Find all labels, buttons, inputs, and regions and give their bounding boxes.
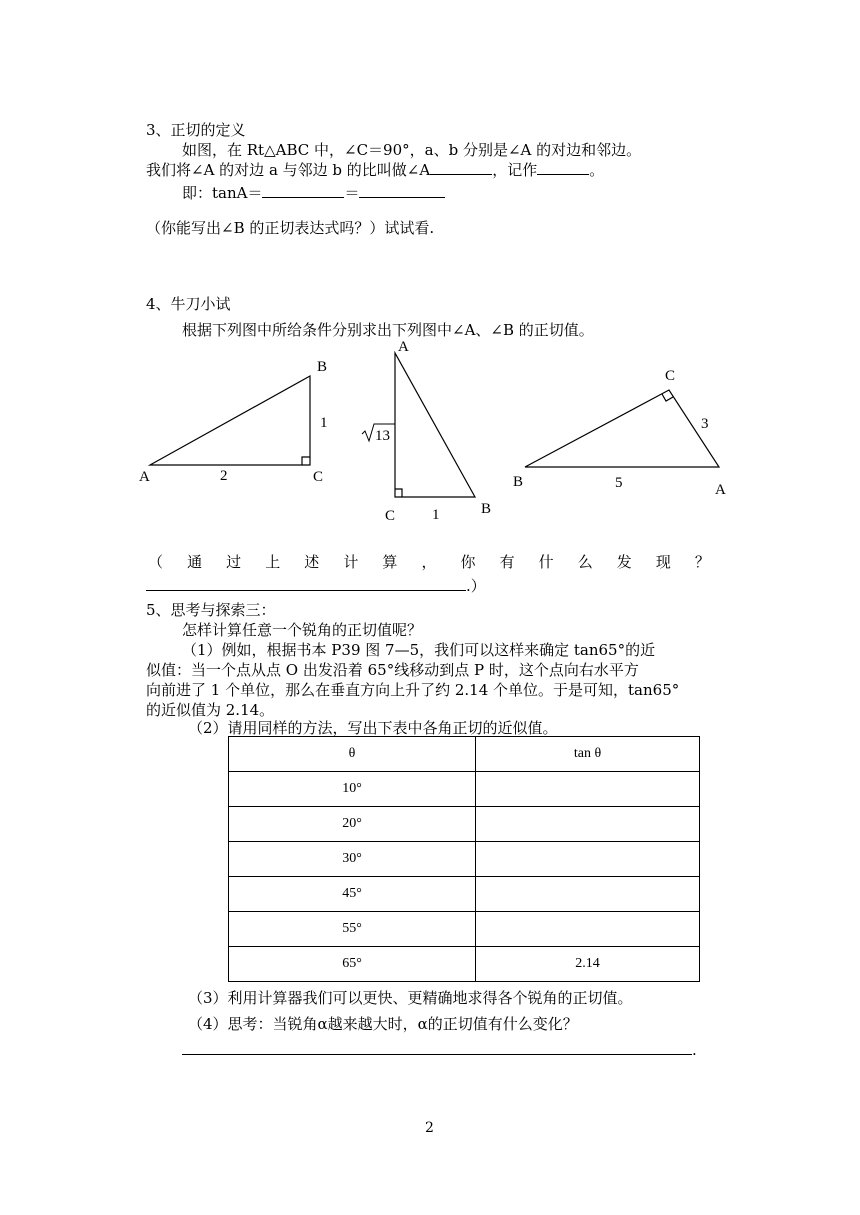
table-cell-angle: 45°: [229, 877, 476, 912]
section-5-para-5: （4）思考：当锐角α越来越大时，α的正切值有什么变化？: [188, 1015, 578, 1033]
fig1-side-ac: 2: [220, 468, 228, 484]
blank-4: [359, 183, 445, 198]
table-cell-tan: [476, 772, 700, 807]
table-row: [229, 912, 700, 947]
blank-1: [430, 160, 492, 175]
section-5-para-1: 怎样计算任意一个锐角的正切值呢？: [182, 621, 423, 639]
triangle-1-shape: [150, 376, 310, 465]
section-5-para-3: （2）请用同样的方法，写出下表中各角正切的近似值。: [188, 719, 558, 737]
fig3-side-ba: 5: [615, 475, 623, 491]
fig2-label-b: B: [481, 501, 492, 517]
section-5-para-2-line-4: 的近似值为 2.14。: [146, 701, 275, 719]
section-3-para-2: 我们将∠A 的对边 a 与邻边 b 的比叫做∠A ，记作 。: [146, 161, 605, 179]
section-3-para-1: 如图，在 Rt△ABC 中，∠C＝90°，a、b 分别是∠A 的对边和邻边。: [182, 141, 642, 159]
table-cell-tan: 2.14: [476, 947, 700, 982]
triangle-3-shape: [525, 390, 719, 467]
section-4-para-1: 根据下列图中所给条件分别求出下列图中∠A、∠B 的正切值。: [182, 321, 594, 339]
fig2-label-a: A: [398, 339, 409, 355]
section-4-title: 4、牛刀小试: [146, 295, 231, 313]
fig3-label-b: B: [513, 474, 524, 490]
table-header-row: [229, 737, 700, 772]
fig1-label-a: A: [139, 469, 150, 485]
page-number: 2: [425, 1120, 434, 1136]
section-3-question: （你能写出∠B 的正切表达式吗？）试试看.: [146, 219, 435, 237]
section-5-para-2-line-3: 向前进了 1 个单位，那么在垂直方向上升了约 2.14 个单位。于是可知，tan65°: [146, 681, 680, 699]
right-angle-mark-1: [302, 457, 310, 465]
blank-3: [262, 183, 344, 198]
right-angle-mark-2: [395, 489, 402, 497]
table-row: [229, 772, 700, 807]
table-header-tan: tan θ: [476, 737, 700, 772]
table-cell-tan: [476, 912, 700, 947]
triangle-figure-2: [355, 335, 505, 530]
fig2-label-c: C: [385, 508, 396, 524]
blank-2: [537, 160, 589, 175]
fig2-side-cb: 1: [432, 507, 440, 523]
section-3-title: 3、正切的定义: [146, 121, 246, 139]
table-row: [229, 842, 700, 877]
table-cell-angle: 10°: [229, 772, 476, 807]
table-row: [229, 807, 700, 842]
table-cell-angle: 55°: [229, 912, 476, 947]
blank-discovery: [146, 576, 466, 591]
fig1-label-c: C: [313, 469, 324, 485]
blank-answer: [182, 1040, 692, 1055]
table-row: [229, 947, 700, 982]
triangle-2-shape: [395, 353, 475, 497]
right-angle-mark-3: [662, 394, 673, 401]
triangle-figure-3: [505, 360, 745, 500]
answer-line: .: [182, 1040, 697, 1060]
table-cell-angle: 65°: [229, 947, 476, 982]
triangle-figure-1: [130, 350, 340, 490]
fig1-side-bc: 1: [320, 415, 328, 431]
section-3-para-3: 即：tanA＝ ＝: [182, 183, 445, 203]
section-5-para-2-line-2: 似值：当一个点从点 O 出发沿着 65°线移动到点 P 时，这个点向右水平方: [146, 661, 639, 679]
section-5-para-2-line-1: （1）例如，根据书本 P39 图 7—5，我们可以这样来确定 tan65°的近: [182, 641, 656, 659]
table-header-theta: θ: [229, 737, 476, 772]
table-cell-angle: 20°: [229, 807, 476, 842]
table-row: [229, 877, 700, 912]
table-cell-tan: [476, 842, 700, 877]
tangent-table: [228, 736, 700, 982]
fig3-side-ca: 3: [701, 416, 709, 432]
fig1-label-b: B: [317, 359, 328, 375]
fig3-label-c: C: [665, 368, 676, 384]
table-cell-tan: [476, 877, 700, 912]
section-5-para-4: （3）利用计算器我们可以更快、更精确地求得各个锐角的正切值。: [188, 989, 633, 1007]
table-cell-tan: [476, 807, 700, 842]
table-cell-angle: 30°: [229, 842, 476, 877]
discovery-question: （ 通 过 上 述 计 算 ， 你 有 什 么 发 现 ？: [148, 553, 710, 571]
discovery-answer-line: .）: [146, 576, 486, 596]
fig3-label-a: A: [715, 482, 726, 498]
fig2-side-ac: 13: [375, 428, 390, 444]
section-5-title: 5、思考与探索三：: [146, 601, 276, 619]
